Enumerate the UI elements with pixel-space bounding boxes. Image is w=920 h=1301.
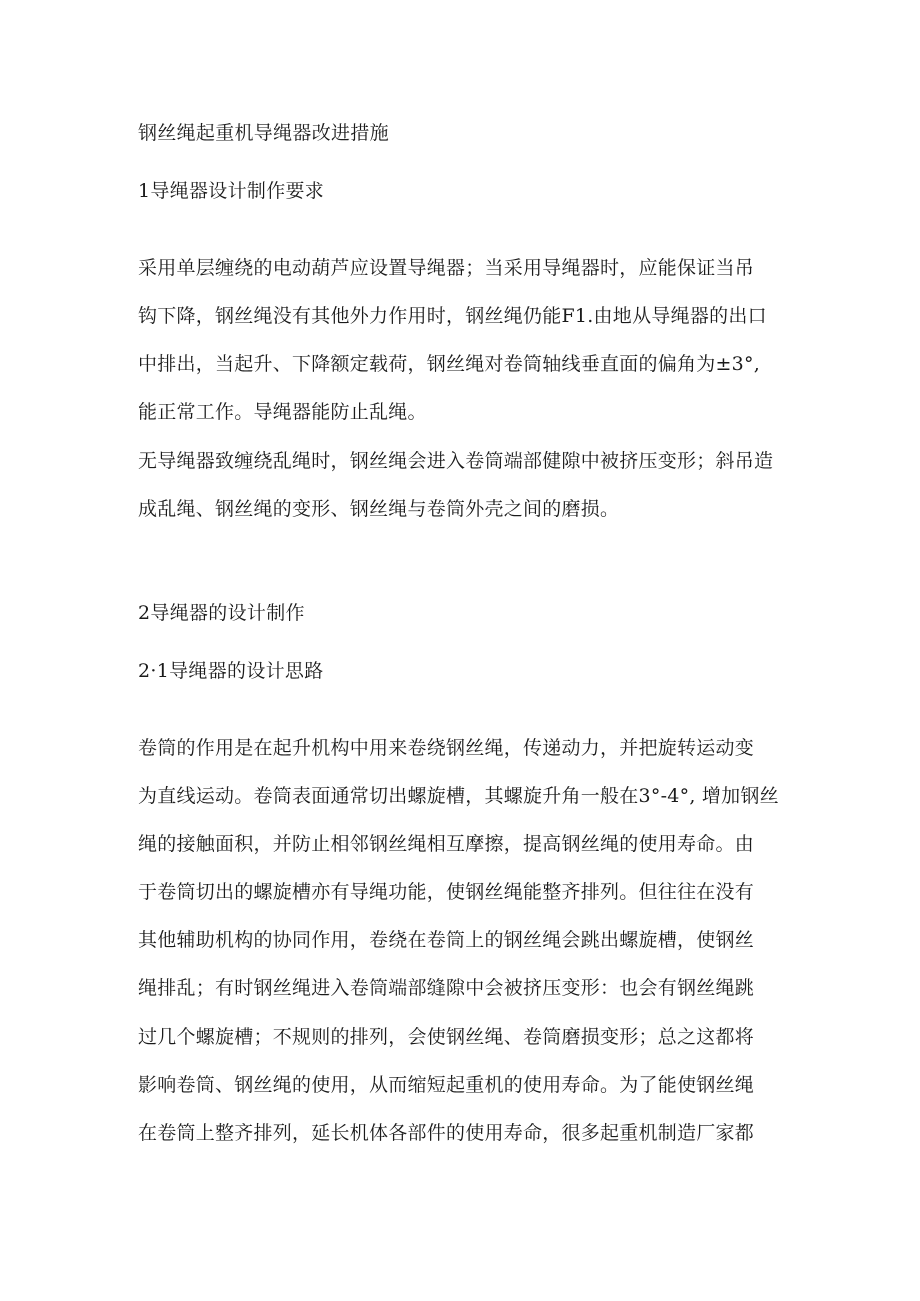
- paragraph-line: 影响卷筒、钢丝绳的使用，从而缩短起重机的使用寿命。为了能使钢丝绳: [138, 1074, 755, 1096]
- paragraph-line: 为直线运动。卷筒表面通常切出螺旋槽，其螺旋升角一般在3°-4°, 增加钢丝: [138, 785, 779, 807]
- document-title: 钢丝绳起重机导绳器改进措施: [138, 122, 389, 144]
- paragraph-line: 能正常工作。导绳器能防止乱绳。: [138, 401, 427, 423]
- section-2-1-subheading: 2·1导绳器的设计思路: [138, 660, 324, 682]
- paragraph-line: 其他辅助机构的协同作用，卷绕在卷筒上的钢丝绳会跳出螺旋槽，使钢丝: [138, 929, 755, 951]
- paragraph-line: 采用单层缠绕的电动葫芦应设置导绳器；当采用导绳器时，应能保证当吊: [138, 257, 755, 279]
- paragraph-line: 成乱绳、钢丝绳的变形、钢丝绳与卷筒外壳之间的磨损。: [138, 498, 620, 520]
- paragraph-line: 钩下降，钢丝绳没有其他外力作用时，钢丝绳仍能F1.由地从导绳器的出口: [138, 305, 767, 327]
- section-1-heading: 1导绳器设计制作要求: [138, 180, 325, 202]
- paragraph-line: 中排出，当起升、下降额定载荷，钢丝绳对卷筒轴线垂直面的偏角为±3°,: [138, 353, 761, 375]
- paragraph-line: 绳的接触面积，并防止相邻钢丝绳相互摩擦，提高钢丝绳的使用寿命。由: [138, 833, 755, 855]
- paragraph-line: 于卷筒切出的螺旋槽亦有导绳功能，使钢丝绳能整齐排列。但往往在没有: [138, 881, 755, 903]
- paragraph-line: 在卷筒上整齐排列，延长机体各部件的使用寿命，很多起重机制造厂家都: [138, 1122, 755, 1144]
- paragraph-line: 过几个螺旋槽；不规则的排列，会使钢丝绳、卷筒磨损变形；总之这都将: [138, 1026, 755, 1048]
- paragraph-line: 无导绳器致缠绕乱绳时，钢丝绳会进入卷筒端部健隙中被挤压变形；斜吊造: [138, 450, 774, 472]
- paragraph-line: 卷筒的作用是在起升机构中用来卷绕钢丝绳，传递动力，并把旋转运动变: [138, 737, 755, 759]
- paragraph-line: 绳排乱；有时钢丝绳进入卷筒端部缝隙中会被挤压变形：也会有钢丝绳跳: [138, 977, 755, 999]
- section-2-heading: 2导绳器的设计制作: [138, 602, 305, 624]
